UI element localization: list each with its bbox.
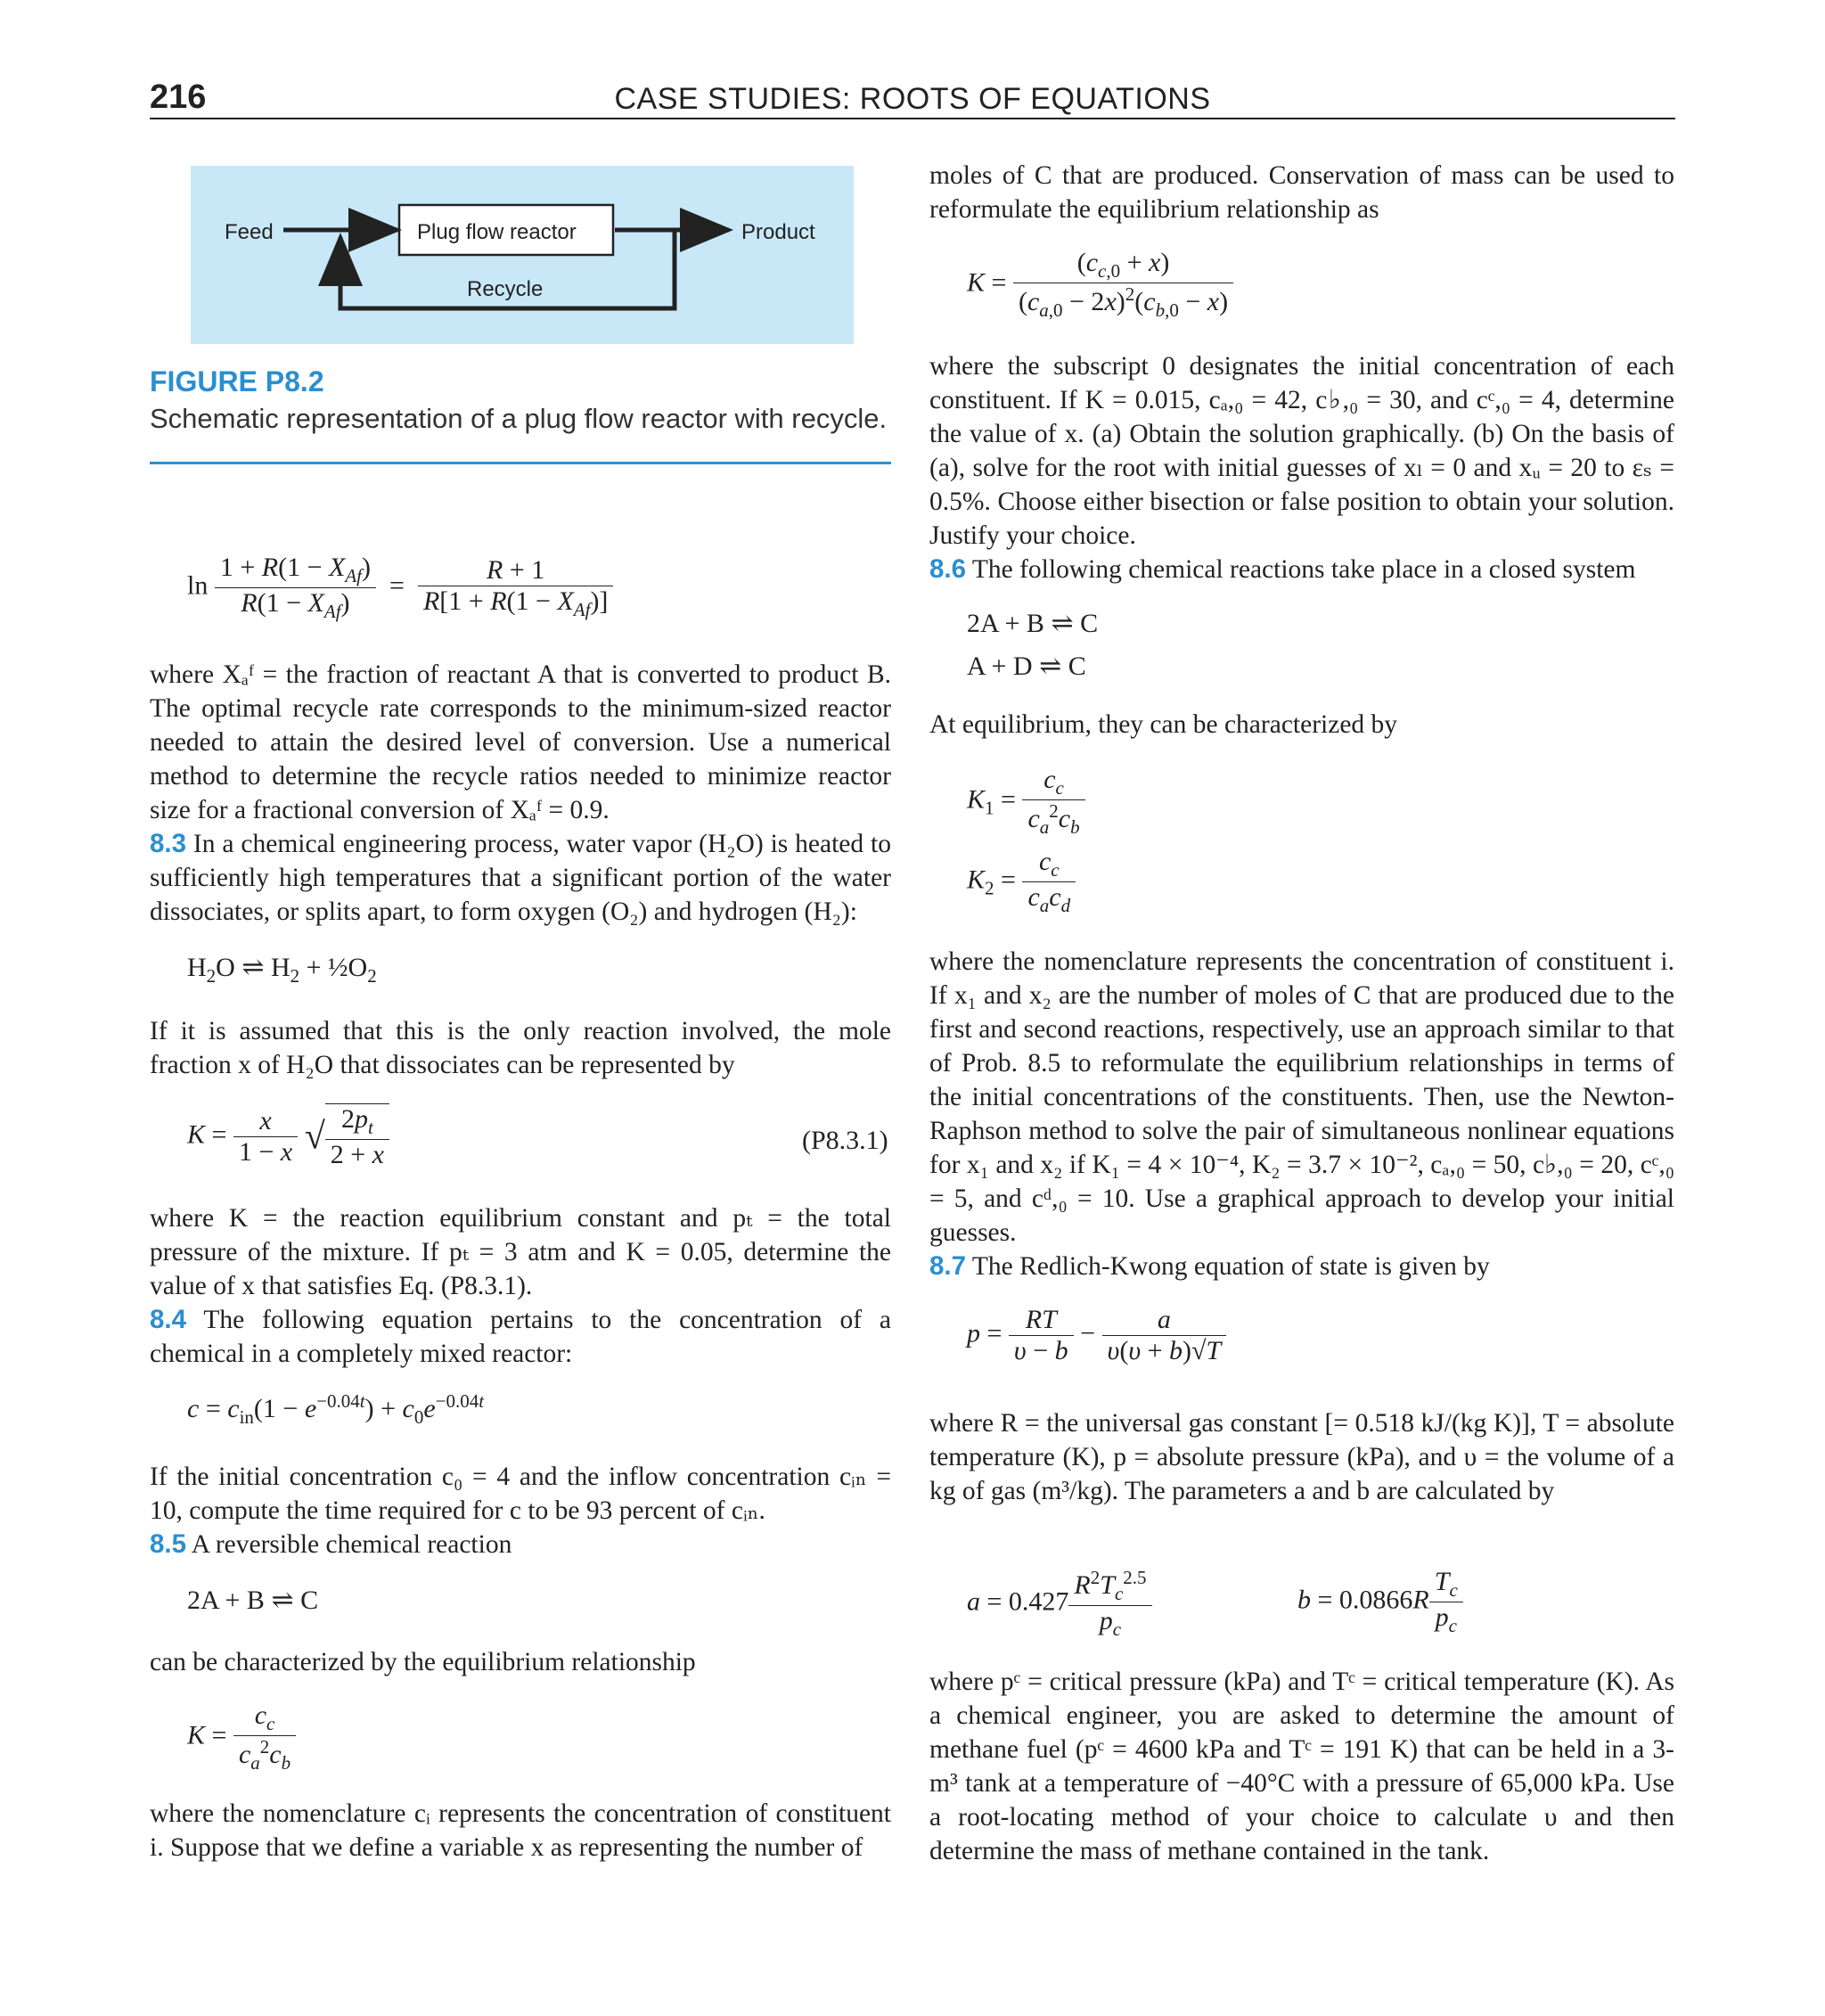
- right-text-6: [929, 1665, 1674, 1868]
- right-text-2: [929, 349, 1674, 586]
- header-rule: [150, 118, 1675, 119]
- right-text-3: [929, 708, 1674, 742]
- left-text-1: [150, 658, 891, 929]
- equation-recycle: ln $\frac{1 + R(1 - X_{Af})}{R(1 - X_{Af})}$ = $\frac{R + 1}{R[1 + R(1 - X_{Af})]}$: [187, 553, 613, 623]
- paragraph-pressure: where K = the reaction equilibrium constant and pₜ = the total pressure of the mixture. If pₜ = 3 atm and K = 0.05, determine the value of x that satisfies Eq. (P8.3.1).: [150, 1204, 891, 1300]
- reactor-diagram: [191, 166, 854, 344]
- paragraph-conversion: where Xₐᶠ = the fraction of reactant A that is converted to product B. The optimal recycle rate corresponds to the minimum-sized reactor needed to attain the desired level of conversion. Use a numerical method to determine the recycle ratios needed to minimize reactor size for a fractional conversion of Xₐᶠ = 0.9.: [150, 660, 891, 824]
- reaction-ad: A + D ⇌ C: [967, 652, 1086, 681]
- paragraph-subscript: where the subscript 0 designates the initial concentration of each constituent. If K = 0.015, cₐ,₀ = 42, c♭,₀ = 30, and cᶜ,₀ = 4, determine the value of x. (a) Obtain the solution graphically. (b) On the basis of (a), solve for the root with initial guesses of xₗ = 0 and xᵤ = 20 to εₛ = 0.5%. Choose either bisection or false position to obtain your solution. Justify your choice.: [929, 352, 1674, 550]
- paragraph-8-7: The Redlich-Kwong equation of state is given by: [971, 1252, 1490, 1281]
- paragraph-initial-conc: If the initial concentration c₀ = 4 and the inflow concentration cᵢₙ = 10, compute the time required for c to be 93 percent of cᵢₙ.: [150, 1463, 891, 1525]
- paragraph-conservation: moles of C that are produced. Conservation of mass can be used to reformulate the equilibrium relationship as: [929, 161, 1674, 224]
- figure-rule: [150, 462, 891, 464]
- reaction-water: $H_2O$ ⇌ $H_2$ + $\frac{1}{2}O_2$: [187, 953, 377, 987]
- page-number: 216: [150, 78, 207, 116]
- equation-k2: $K_2$ = $\frac{c_c}{c_ac_d}$: [967, 847, 1076, 917]
- problem-8-5-number: 8.5: [150, 1529, 187, 1559]
- paragraph-8-5: A reversible chemical reaction: [191, 1530, 512, 1559]
- problem-8-4-number: 8.4: [150, 1305, 187, 1334]
- right-text-5: [929, 1406, 1674, 1508]
- figure-caption: Schematic representation of a plug flow reactor with recycle.: [150, 403, 888, 434]
- feed-label: Feed: [225, 220, 274, 244]
- paragraph-mole-fraction: If it is assumed that this is the only reaction involved, the mole fraction x of H₂O that dissociates can be represented by: [150, 1017, 891, 1079]
- problem-8-7-number: 8.7: [929, 1251, 967, 1281]
- equation-k-reformulated: K = $\frac{(c_{c,0} + x)}{(c_{a,0} - 2x)^2(c_{b,0} - x)}$: [967, 248, 1233, 322]
- left-text-6: [150, 1797, 891, 1864]
- paragraph-equilibrium: can be characterized by the equilibrium relationship: [150, 1648, 696, 1676]
- left-text-5: [150, 1645, 891, 1679]
- paragraph-gas-constant: where R = the universal gas constant [= 0.518 kJ/(kg K)], T = absolute temperature (K), p = absolute pressure (kPa), and υ = the volume of a kg of gas (m³/kg). The parameters a and b are calculated by: [929, 1409, 1674, 1505]
- problem-8-3-number: 8.3: [150, 829, 187, 858]
- paragraph-characterized: At equilibrium, they can be characterized by: [929, 710, 1398, 739]
- paragraph-methane: where pᶜ = critical pressure (kPa) and Tᶜ = critical temperature (K). As a chemical engineer, you are asked to determine the amount of methane fuel (pᶜ = 4600 kPa and Tᶜ = 191 K) that can be held in a 3-m³ tank at a temperature of −40°C with a pressure of 65,000 kPa. Use a root-locating method of your choice to calculate υ and then determine the mass of methane contained in the tank.: [929, 1668, 1674, 1865]
- paragraph-nomenclature: where the nomenclature cᵢ represents the concentration of constituent i. Suppose that we define a variable x as representing the number of: [150, 1799, 891, 1862]
- equation-redlich-kwong: p = $\frac{RT}{\upsilon - b}$ − $\frac{a}{\upsilon(\upsilon + b)√T}$: [967, 1305, 1226, 1366]
- paragraph-8-6: The following chemical reactions take place in a closed system: [971, 555, 1636, 584]
- paragraph-newton-raphson: where the nomenclature represents the concentration of constituent i. If x₁ and x₂ are the number of moles of C that are produced due to the first and second reactions, respectively, use an approach similar to that of Prob. 8.5 to reformulate the equilibrium relationships in terms of the initial concentrations of the constituents. Then, use the Newton-Raphson method to solve the pair of simultaneous nonlinear equations for x₁ and x₂ if K₁ = 4 × 10⁻⁴, K₂ = 3.7 × 10⁻², cₐ,₀ = 50, c♭,₀ = 20, cᶜ,₀ = 5, and cᵈ,₀ = 10. Use a graphical approach to develop your initial guesses.: [929, 947, 1674, 1247]
- equation-concentration: $c = c_{in}(1 - e^{-0.04t}) + c_0e^{-0.04t}$: [187, 1390, 485, 1428]
- figure-schematic: [191, 166, 854, 344]
- left-text-4: [150, 1460, 891, 1561]
- reactor-label: Plug flow reactor: [417, 220, 577, 244]
- running-title: CASE STUDIES: ROOTS OF EQUATIONS: [614, 82, 1211, 116]
- reaction-2ab: 2A + B ⇌ C: [967, 609, 1099, 638]
- right-text-4: [929, 945, 1674, 1283]
- product-label: Product: [741, 220, 815, 244]
- left-text-2: [150, 1014, 891, 1082]
- equation-k: K = $\frac{c_c}{c_a^2c_b}$: [187, 1700, 296, 1774]
- recycle-label: Recycle: [467, 277, 544, 301]
- equation-p831: K = $\frac{x}{1 - x}$ √ $\frac{2p_t}{2 + x}$: [187, 1103, 389, 1170]
- left-text-3: [150, 1201, 891, 1371]
- right-text-1: [929, 159, 1674, 226]
- equation-k1: $K_1$ = $\frac{c_c}{c_a^2c_b}$: [967, 765, 1085, 839]
- paragraph-8-4: The following equation pertains to the concentration of a chemical in a completely mixed reactor:: [150, 1306, 892, 1368]
- figure-title: FIGURE P8.2: [150, 365, 324, 397]
- reaction-abc: 2A + B ⇌ C: [187, 1586, 319, 1615]
- equation-b: b = 0.0866R $\frac{T_c}{p_c}$: [1297, 1567, 1463, 1637]
- paragraph-8-3: In a chemical engineering process, water vapor (H₂O) is heated to sufficiently high temperatures that a significant portion of the water dissociates, or splits apart, to form oxygen (O₂) and hydrogen (H₂):: [150, 830, 891, 926]
- equation-a: a = 0.427 $\frac{R^2T_c^{2.5}}{p_c}$: [967, 1567, 1152, 1641]
- equation-label-p831: (P8.3.1): [802, 1126, 888, 1155]
- problem-8-6-number: 8.6: [929, 554, 967, 584]
